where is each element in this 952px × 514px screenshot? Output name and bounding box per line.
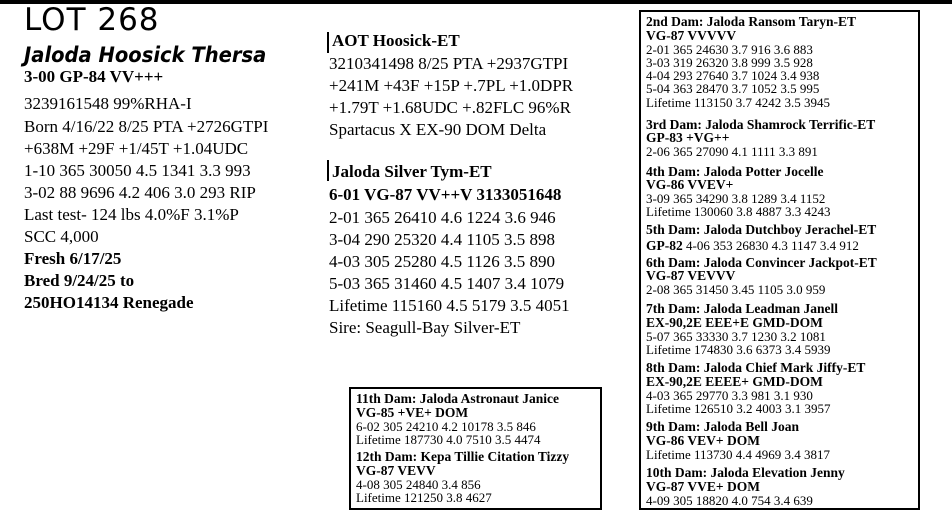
dam-classification: 6-01 VG-87 VV++V 3133051648	[329, 185, 562, 204]
dam-8-title: 8th Dam: Jaloda Chief Mark Jiffy-ET	[646, 360, 866, 375]
lactation-record: 3-02 88 9696 4.2 406 3.0 293 RIP	[24, 183, 256, 202]
dam-7-score: EX-90,2E EEE+E GMD-DOM	[646, 315, 823, 330]
dam-10-score: VG-87 VVE+ DOM	[646, 479, 760, 494]
pta-traits: +638M +29F +1/45T +1.04UDC	[24, 139, 249, 158]
dam-11-record: 6-02 305 24210 4.2 10178 3.5 846	[356, 419, 536, 434]
dam-2-record: 2-01 365 24630 3.7 916 3.6 883	[646, 42, 813, 57]
dam-8-lifetime: Lifetime 126510 3.2 4003 3.1 3957	[646, 401, 831, 416]
dam-6-title: 6th Dam: Jaloda Convincer Jackpot-ET	[646, 255, 877, 270]
dam-10-title: 10th Dam: Jaloda Elevation Jenny	[646, 465, 845, 480]
bred-date: Bred 9/24/25 to	[24, 271, 135, 290]
dam-11-title: 11th Dam: Jaloda Astronaut Janice	[356, 391, 560, 406]
dam-8-record: 4-03 365 29770 3.3 981 3.1 930	[646, 388, 813, 403]
dam-record: 3-04 290 25320 4.4 1105 3.5 898	[329, 230, 556, 249]
deep-pedigree-box	[349, 387, 602, 510]
dam-3-score: GP-83 +VG++	[646, 130, 730, 145]
dam-7-title: 7th Dam: Jaloda Leadman Janell	[646, 301, 839, 316]
dam-5-title: 5th Dam: Jaloda Dutchboy Jerachel-ET	[646, 222, 877, 237]
scc: SCC 4,000	[24, 227, 99, 246]
dam-4-title: 4th Dam: Jaloda Potter Jocelle	[646, 164, 824, 179]
sire-divider	[327, 32, 329, 53]
dam-2-record: 5-04 363 28470 3.7 1052 3.5 995	[646, 81, 820, 96]
dam-9-score: VG-86 VEV+ DOM	[646, 433, 760, 448]
dam-4-lifetime: Lifetime 130060 3.8 4887 3.3 4243	[646, 204, 831, 219]
dam-9-lifetime: Lifetime 113730 4.4 4969 3.4 3817	[646, 447, 831, 462]
dam-5-row	[646, 237, 859, 255]
dam-12-score: VG-87 VEVV	[356, 463, 436, 478]
sire-name: AOT Hoosick-ET	[332, 31, 460, 50]
dam-2-lifetime: Lifetime 113150 3.7 4242 3.5 3945	[646, 95, 831, 110]
sire-line: Spartacus X EX-90 DOM Delta	[329, 120, 547, 139]
dam-record: 5-03 365 31460 4.5 1407 3.4 1079	[329, 274, 565, 293]
dam-name: Jaloda Silver Tym-ET	[332, 162, 492, 181]
dam-record: 2-01 365 26410 4.6 1224 3.6 946	[329, 208, 556, 227]
dam-2-title: 2nd Dam: Jaloda Ransom Taryn-ET	[646, 14, 857, 29]
maternal-pedigree-box	[639, 10, 920, 510]
dam-5-score: GP-82	[646, 238, 683, 253]
dam-6-record: 2-08 365 31450 3.45 1105 3.0 959	[646, 282, 826, 297]
service-sire: 250HO14134 Renegade	[24, 293, 194, 312]
dam-2-record: 3-03 319 26320 3.8 999 3.5 928	[646, 55, 813, 70]
dam-record: 4-03 305 25280 4.5 1126 3.5 890	[329, 252, 556, 271]
dam-10-record: 4-09 305 18820 4.0 754 3.4 639	[646, 493, 813, 508]
dam-7-lifetime: Lifetime 174830 3.6 6373 3.4 5939	[646, 342, 831, 357]
registration-number: 3239161548 99%RHA-I	[24, 94, 192, 113]
dam-12-record: 4-08 305 24840 3.4 856	[356, 477, 481, 492]
dam-3-record: 2-06 365 27090 4.1 1111 3.3 891	[646, 144, 818, 159]
dam-8-score: EX-90,2E EEEE+ GMD-DOM	[646, 374, 823, 389]
dam-12-title: 12th Dam: Kepa Tillie Citation Tizzy	[356, 449, 570, 464]
classification: 3-00 GP-84 VV+++	[24, 67, 164, 86]
sire-line: +241M +43F +15P +.7PL +1.0DPR	[329, 76, 574, 95]
dam-5-record: 4-06 353 26830 4.3 1147 3.4 912	[682, 238, 859, 253]
dam-12-lifetime: Lifetime 121250 3.8 4627	[356, 490, 492, 505]
dam-3-title: 3rd Dam: Jaloda Shamrock Terrific-ET	[646, 117, 876, 132]
cow-name: Jaloda Hoosick Thersa	[24, 43, 267, 67]
dam-11-score: VG-85 +VE+ DOM	[356, 405, 469, 420]
dam-4-score: VG-86 VVEV+	[646, 177, 734, 192]
dam-sire: Sire: Seagull-Bay Silver-ET	[329, 318, 521, 337]
lactation-record: 1-10 365 30050 4.5 1341 3.3 993	[24, 161, 251, 180]
dam-4-record: 3-09 365 34290 3.8 1289 3.4 1152	[646, 191, 826, 206]
lot-number: LOT 268	[24, 2, 160, 38]
dam-lifetime: Lifetime 115160 4.5 5179 3.5 4051	[329, 296, 570, 315]
birth-and-pta: Born 4/16/22 8/25 PTA +2726GTPI	[24, 117, 269, 136]
dam-2-score: VG-87 VVVVV	[646, 28, 737, 43]
sire-line: +1.79T +1.68UDC +.82FLC 96%R	[329, 98, 571, 117]
fresh-date: Fresh 6/17/25	[24, 249, 122, 268]
dam-11-lifetime: Lifetime 187730 4.0 7510 3.5 4474	[356, 432, 541, 447]
sire-line: 3210341498 8/25 PTA +2937GTPI	[329, 54, 569, 73]
last-test: Last test- 124 lbs 4.0%F 3.1%P	[24, 205, 239, 224]
dam-divider	[327, 160, 329, 181]
dam-6-score: VG-87 VEVVV	[646, 268, 736, 283]
dam-7-record: 5-07 365 33330 3.7 1230 3.2 1081	[646, 329, 826, 344]
dam-9-title: 9th Dam: Jaloda Bell Joan	[646, 419, 800, 434]
dam-2-record: 4-04 293 27640 3.7 1024 3.4 938	[646, 68, 820, 83]
